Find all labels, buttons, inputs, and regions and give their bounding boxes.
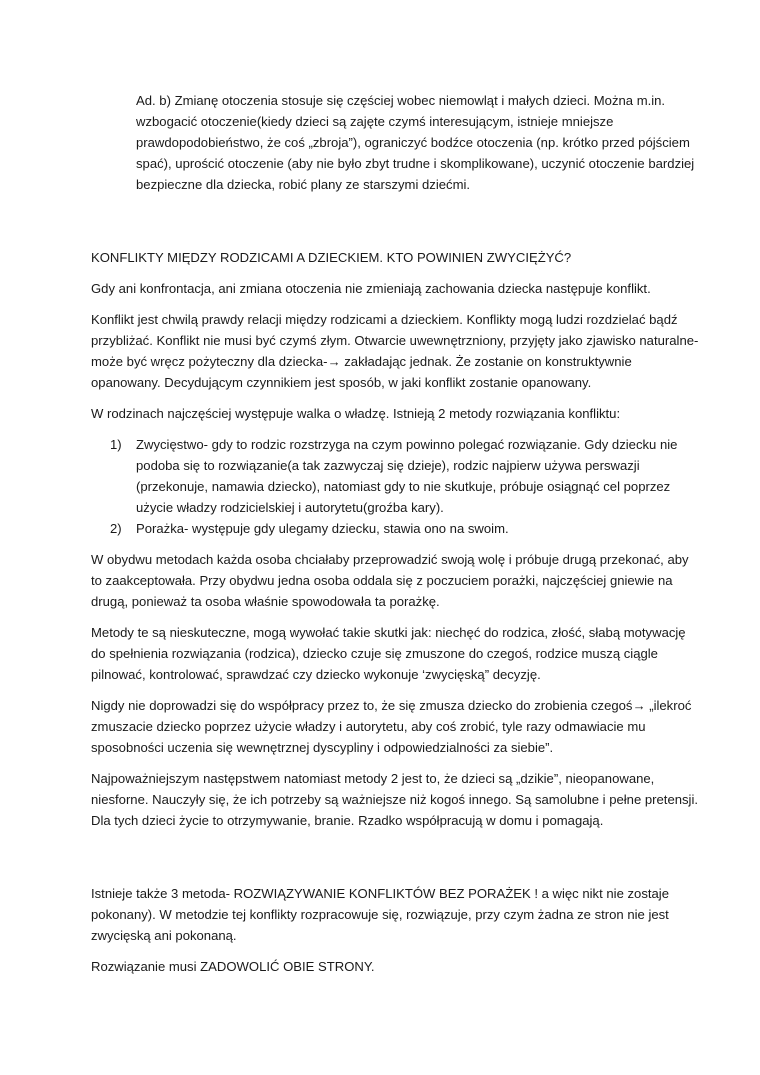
- paragraph-ad-b: Ad. b) Zmianę otoczenia stosuje się częściej wobec niemowląt i małych dzieci. Można m.in. wzbogacić otoczenie(kiedy dzieci są zajęte czymś interesującym, istnieje mniejsze prawdopodobieństwo, że coś „zbroja”), ograniczyć bodźce otoczenia (np. krótko przed pójściem spać), uprościć otoczenie (aby nie było zbyt trudne i skomplikowane), uczynić otoczenie bardziej bezpieczne dla dziecka, robić plany ze starszymi dziećmi.: [136, 93, 695, 192]
- paragraph-cooperation: Nigdy nie doprowadzi się do współpracy przez to, że się zmusza dziecko do zrobienia czegoś→ „ilekroć zmuszacie dziecko poprzez użycie władzy i autorytetu, aby coś zrobić, tyle razy odmawiacie mu sposobności uczenia się wewnętrznej dyscypliny i odpowiedzialności za siebie”.: [91, 698, 692, 755]
- paragraph-third-method: Istnieje także 3 metoda- ROZWIĄZYWANIE KONFLIKTÓW BEZ PORAŻEK ! a więc nikt nie zostaje pokonany). W metodzie tej konflikty rozpracowuje się, rozwiązuje, przy czym żadna ze stron nie jest zwycięską ani pokonaną.: [91, 886, 669, 943]
- paragraph-satisfy-both: Rozwiązanie musi ZADOWOLIĆ OBIE STRONY.: [91, 959, 375, 974]
- paragraph-consequence: Najpoważniejszym następstwem natomiast metody 2 jest to, że dzieci są „dzikie”, nieopanowane, niesforne. Nauczyły się, że ich potrzeby są ważniejsze niż kogoś innego. Są samolubne i pełne pretensji. Dla tych dzieci życie to otrzymywanie, branie. Rzadko współpracują w domu i pomagają.: [91, 771, 699, 828]
- list-item: [91, 518, 700, 539]
- list-item-number: 1): [110, 437, 122, 452]
- section-heading: KONFLIKTY MIĘDZY RODZICAMI A DZIECKIEM. KTO POWINIEN ZWYCIĘŻYĆ?: [91, 250, 572, 265]
- paragraph-conflict-truth: Konflikt jest chwilą prawdy relacji między rodzicami a dzieckiem. Konflikty mogą ludzi rozdzielać bądź przybliżać. Konflikt nie musi być czymś złym. Otwarcie uwewnętrzniony, przyjęty jako zjawisko naturalne- może być wręcz pożyteczny dla dziecka-→ zakładając jednak. Że zostanie on konstruktywnie opanowany. Decydującym czynnikiem jest sposób, w jaki konflikt zostanie opanowany.: [91, 312, 699, 390]
- paragraph-power-struggle: W rodzinach najczęściej występuje walka o władzę. Istnieją 2 metody rozwiązania konfliktu:: [91, 406, 621, 421]
- paragraph-ineffective: Metody te są nieskuteczne, mogą wywołać takie skutki jak: niechęć do rodzica, złość, słabą motywację do spełnienia rozwiązania (rodzica), dziecko czuje się zmuszone do czegoś, rodzice muszą ciągle pilnować, kontrolować, sprawdzać czy dziecko wykonuje ‘zwycięską” decyzję.: [91, 625, 686, 682]
- paragraph-both-methods: W obydwu metodach każda osoba chciałaby przeprowadzić swoją wolę i próbuje drugą przekonać, aby to zaakceptowała. Przy obydwu jedna osoba oddala się z poczuciem porażki, najczęściej gniewie na drugą, ponieważ ta osoba właśnie spowodowała ta porażkę.: [91, 552, 689, 609]
- list-item-text: Porażka- występuje gdy ulegamy dziecku, stawia ono na swoim.: [136, 521, 509, 536]
- list-item: [91, 434, 700, 518]
- paragraph-conflict-intro: Gdy ani konfrontacja, ani zmiana otoczenia nie zmieniają zachowania dziecka następuje konflikt.: [91, 281, 651, 296]
- methods-list: [91, 434, 700, 539]
- list-item-text: Zwycięstwo- gdy to rodzic rozstrzyga na czym powinno polegać rozwiązanie. Gdy dziecku nie podoba się to rozwiązanie(a tak zazwyczaj się dzieje), rodzic najpierw używa perswazji (przekonuje, namawia dziecko), natomiast gdy to nie skutkuje, próbuje osiągnąć cel poprzez użycie władzy rodzicielskiej i autorytetu(groźba kary).: [136, 437, 678, 515]
- list-item-number: 2): [110, 521, 122, 536]
